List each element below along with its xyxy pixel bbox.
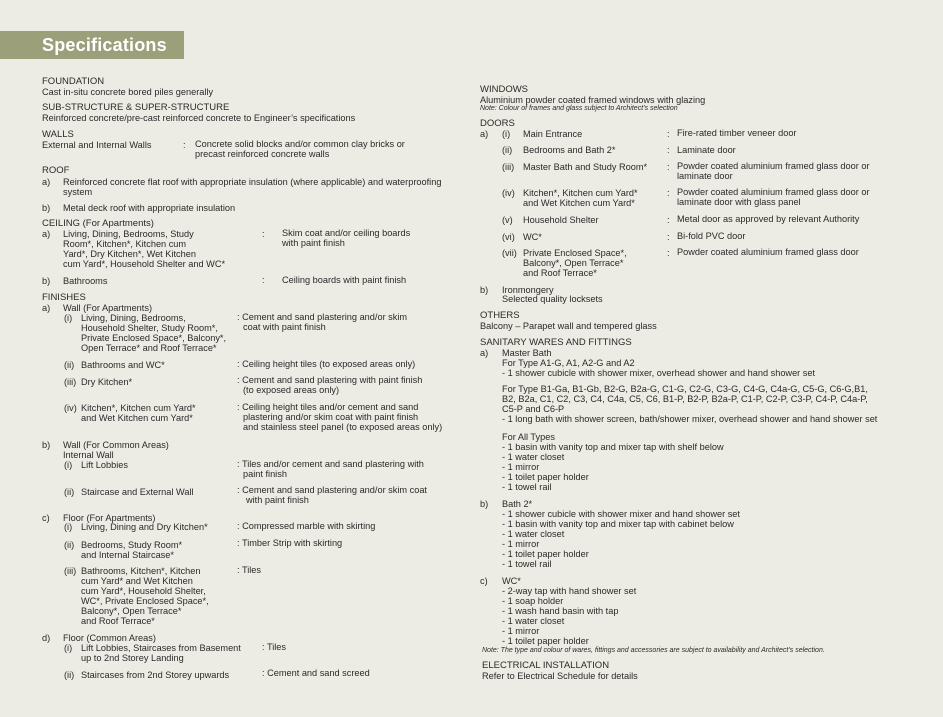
sanitary-type-2-line-1: For Type B1-Ga, B1-Gb, B2-G, B2a-G, C1-G, C2-G, C3-G, C4-G, C4a-G, C5-G, C6-G,B1,	[502, 384, 868, 394]
foundation-heading: FOUNDATION	[42, 76, 105, 87]
door-value: Fire-rated timber veneer door	[677, 128, 797, 138]
door-value: Bi-fold PVC door	[677, 231, 746, 241]
finishes-i-line-2: Household Shelter, Study Room*,	[81, 323, 218, 333]
finishes-iii-value-1: : Cement and sand plastering with paint finish	[237, 375, 423, 385]
list-item: - 1 toilet paper holder	[502, 472, 589, 482]
page-title: Specifications	[42, 35, 167, 55]
finishes-iv-value-3: and stainless steel panel (to exposed areas only)	[243, 422, 443, 432]
roof-b-mark: b)	[42, 203, 51, 213]
door-mark: (iv)	[502, 188, 515, 198]
sanitary-a-mark: a)	[480, 348, 489, 358]
finishes-bii-value-1: : Cement and sand plastering and/or skim coat	[237, 485, 427, 495]
finishes-cii-value: : Timber Strip with skirting	[237, 538, 343, 548]
door-value: Powder coated aluminium framed glass door or	[677, 161, 870, 171]
door-label: Main Entrance	[523, 129, 583, 139]
sanitary-a-title: Master Bath	[502, 348, 552, 358]
ceiling-a-line-4: cum Yard*, Household Shelter and WC*	[63, 259, 226, 269]
door-label: Master Bath and Study Room*	[523, 162, 648, 172]
roof-heading: ROOF	[42, 165, 70, 176]
list-item: - 1 basin with vanity top and mixer tap with cabinet below	[502, 519, 734, 529]
electrical-text: Refer to Electrical Schedule for details	[482, 671, 638, 681]
door-mark: (i)	[502, 129, 511, 139]
finishes-cii-mark: (ii)	[64, 540, 75, 550]
finishes-di-mark: (i)	[64, 643, 73, 653]
finishes-di-line-1: Lift Lobbies, Staircases from Basement	[81, 643, 241, 653]
sanitary-c-title: WC*	[502, 576, 521, 586]
finishes-ci-value: : Compressed marble with skirting	[237, 521, 376, 531]
finishes-ciii-value: : Tiles	[237, 565, 261, 575]
door-label-2: and Wet Kitchen cum Yard*	[523, 198, 635, 208]
finishes-heading: FINISHES	[42, 292, 86, 303]
ceiling-a-line-2: Room*, Kitchen*, Kitchen cum	[63, 239, 187, 249]
finishes-bi-value-1: : Tiles and/or cement and sand plastering with	[237, 459, 424, 469]
door-value-2: laminate door	[677, 171, 733, 181]
doors-b-mark: b)	[480, 285, 489, 295]
finishes-di-value: : Tiles	[262, 642, 286, 652]
roof-a-mark: a)	[42, 177, 51, 187]
door-value-2: laminate door with glass panel	[677, 197, 801, 207]
door-value: Laminate door	[677, 145, 736, 155]
finishes-b-mark: b)	[42, 440, 51, 450]
door-mark: (v)	[502, 215, 513, 225]
finishes-ciii-line-4: WC*, Private Enclosed Space*,	[81, 596, 209, 606]
finishes-i-line-4: Open Terrace* and Roof Terrace*	[81, 343, 217, 353]
ceiling-b-colon: :	[262, 275, 265, 285]
sanitary-type-2-line-3: C5-P and C6-P	[502, 404, 565, 414]
finishes-iii-mark: (iii)	[64, 377, 77, 387]
finishes-iv-line-2: and Wet Kitchen cum Yard*	[81, 413, 193, 423]
door-colon: :	[667, 232, 670, 242]
sanitary-b-mark: b)	[480, 499, 489, 509]
door-mark: (vi)	[502, 232, 515, 242]
substructure-heading: SUB-STRUCTURE & SUPER-STRUCTURE	[42, 102, 230, 113]
finishes-ii-mark: (ii)	[64, 360, 75, 370]
door-colon: :	[667, 145, 670, 155]
sanitary-type-3: For All Types	[502, 432, 555, 442]
finishes-bii-label: Staircase and External Wall	[81, 487, 194, 497]
walls-label: External and Internal Walls	[42, 140, 152, 150]
walls-heading: WALLS	[42, 129, 74, 140]
list-item: - 1 basin with vanity top and mixer tap with shelf below	[502, 442, 724, 452]
door-label: Private Enclosed Space*,	[523, 248, 627, 258]
finishes-iv-value-1: : Ceiling height tiles and/or cement and sand	[237, 402, 419, 412]
others-heading: OTHERS	[480, 310, 520, 321]
sanitary-b-title: Bath 2*	[502, 499, 533, 509]
ceiling-a-value-2: with paint finish	[282, 238, 345, 248]
doors-heading: DOORS	[480, 118, 515, 129]
doors-a-mark: a)	[480, 129, 489, 139]
finishes-iv-line-1: Kitchen*, Kitchen cum Yard*	[81, 403, 196, 413]
door-colon: :	[667, 188, 670, 198]
door-mark: (ii)	[502, 145, 513, 155]
finishes-ci-mark: (i)	[64, 522, 73, 532]
finishes-a-mark: a)	[42, 303, 51, 313]
list-item: - 1 mirror	[502, 539, 540, 549]
finishes-b-subtitle: Internal Wall	[63, 450, 114, 460]
door-mark: (vii)	[502, 248, 517, 258]
finishes-i-line-1: Living, Dining, Bedrooms,	[81, 313, 186, 323]
finishes-c-mark: c)	[42, 513, 50, 523]
finishes-di-line-2: up to 2nd Storey Landing	[81, 653, 184, 663]
windows-text: Aluminium powder coated framed windows with glazing	[480, 95, 706, 105]
sanitary-heading: SANITARY WARES AND FITTINGS	[480, 337, 632, 348]
finishes-i-line-3: Private Enclosed Space*, Balcony*,	[81, 333, 227, 343]
door-colon: :	[667, 215, 670, 225]
walls-value-2: precast reinforced concrete walls	[195, 149, 330, 159]
finishes-bi-mark: (i)	[64, 460, 73, 470]
finishes-cii-line-2: and Internal Staircase*	[81, 550, 174, 560]
finishes-dii-label: Staircases from 2nd Storey upwards	[81, 670, 230, 680]
roof-a-line-2: system	[63, 187, 93, 197]
finishes-a-title: Wall (For Apartments)	[63, 303, 152, 313]
finishes-bii-value-2: with paint finish	[246, 495, 309, 505]
list-item: - 1 soap holder	[502, 596, 564, 606]
door-label: Kitchen*, Kitchen cum Yard*	[523, 188, 638, 198]
doors-b-text: Selected quality locksets	[502, 294, 603, 304]
list-item: - 2-way tap with hand shower set	[502, 586, 637, 596]
list-item: - 1 mirror	[502, 626, 540, 636]
door-label-3: and Roof Terrace*	[523, 268, 597, 278]
door-value: Powder coated aluminium framed glass door	[677, 247, 859, 257]
ceiling-a-mark: a)	[42, 229, 51, 239]
sanitary-type-2-line-2: B2, B2a, C1, C2, C3, C4, C4a, C5, C6, B1-P, B2-P, B2a-P, C1-P, C2-P, C3-P, C4-P, C4a-P,	[502, 394, 868, 404]
finishes-b-title: Wall (For Common Areas)	[63, 440, 169, 450]
list-item: - 1 toilet paper holder	[502, 636, 589, 646]
finishes-bii-mark: (ii)	[64, 487, 75, 497]
sanitary-type-2-item: - 1 long bath with shower screen, bath/shower mixer, overhead shower and hand shower set	[502, 414, 878, 424]
finishes-ii-value: : Ceiling height tiles (to exposed areas only)	[237, 359, 416, 369]
door-colon: :	[667, 248, 670, 258]
ceiling-a-line-1: Living, Dining, Bedrooms, Study	[63, 229, 194, 239]
list-item: - 1 wash hand basin with tap	[502, 606, 619, 616]
finishes-ciii-line-5: Balcony*, Open Terrace*	[81, 606, 182, 616]
electrical-heading: ELECTRICAL INSTALLATION	[482, 660, 610, 671]
finishes-bi-value-2: paint finish	[243, 469, 287, 479]
finishes-dii-mark: (ii)	[64, 670, 75, 680]
sanitary-note: Note: The type and colour of wares, fittings and accessories are subject to availability and Architect’s selection.	[482, 647, 825, 654]
finishes-iv-value-2: plastering and/or skim coat with paint finish	[243, 412, 419, 422]
door-label-2: Balcony*, Open Terrace*	[523, 258, 624, 268]
sanitary-type-1-item: - 1 shower cubicle with shower mixer, overhead shower and hand shower set	[502, 368, 816, 378]
door-label: Bedrooms and Bath 2*	[523, 145, 616, 155]
walls-colon: :	[183, 140, 186, 150]
finishes-iii-label: Dry Kitchen*	[81, 377, 133, 387]
windows-note: Note: Colour of frames and glass subject to Architect’s selection	[480, 105, 678, 112]
finishes-iii-value-2: (to exposed areas only)	[243, 385, 340, 395]
finishes-c-title: Floor (For Apartments)	[63, 513, 156, 523]
door-mark: (iii)	[502, 162, 515, 172]
list-item: - 1 toilet paper holder	[502, 549, 589, 559]
foundation-text: Cast in-situ concrete bored piles generally	[42, 87, 214, 97]
ceiling-b-mark: b)	[42, 276, 51, 286]
sanitary-type-1: For Type A1-G, A1, A2-G and A2	[502, 358, 635, 368]
finishes-dii-value: : Cement and sand screed	[262, 668, 370, 678]
door-value: Metal door as approved by relevant Authority	[677, 214, 860, 224]
ceiling-a-value-1: Skim coat and/or ceiling boards	[282, 228, 411, 238]
ceiling-a-colon: :	[262, 229, 265, 239]
walls-value-1: Concrete solid blocks and/or common clay bricks or	[195, 139, 405, 149]
list-item: - 1 shower cubicle with shower mixer and hand shower set	[502, 509, 740, 519]
ceiling-heading: CEILING (For Apartments)	[42, 218, 154, 229]
finishes-ciii-line-2: cum Yard* and Wet Kitchen	[81, 576, 193, 586]
door-colon: :	[667, 129, 670, 139]
finishes-cii-line-1: Bedrooms, Study Room*	[81, 540, 183, 550]
finishes-d-mark: d)	[42, 633, 51, 643]
roof-b-text: Metal deck roof with appropriate insulation	[63, 203, 236, 213]
specifications-banner	[0, 31, 184, 59]
finishes-ciii-line-6: and Roof Terrace*	[81, 616, 155, 626]
roof-a-line-1: Reinforced concrete flat roof with appropriate insulation (where applicable) and waterproofing	[63, 177, 442, 187]
ceiling-b-label: Bathrooms	[63, 276, 108, 286]
finishes-ii-label: Bathrooms and WC*	[81, 360, 165, 370]
finishes-bi-label: Lift Lobbies	[81, 460, 128, 470]
windows-heading: WINDOWS	[480, 84, 529, 95]
doors-b-title: Ironmongery	[502, 285, 554, 295]
ceiling-b-value: Ceiling boards with paint finish	[282, 275, 407, 285]
finishes-i-value-1: : Cement and sand plastering and/or skim	[237, 312, 408, 322]
finishes-ciii-line-1: Bathrooms, Kitchen*, Kitchen	[81, 566, 201, 576]
list-item: - 1 towel rail	[502, 482, 552, 492]
door-label: Household Shelter	[523, 215, 599, 225]
finishes-iv-mark: (iv)	[64, 403, 77, 413]
sanitary-c-mark: c)	[480, 576, 488, 586]
others-text: Balcony – Parapet wall and tempered glass	[480, 321, 657, 331]
list-item: - 1 water closet	[502, 529, 565, 539]
list-item: - 1 water closet	[502, 452, 565, 462]
list-item: - 1 mirror	[502, 462, 540, 472]
finishes-i-value-2: coat with paint finish	[243, 322, 326, 332]
finishes-ciii-mark: (iii)	[64, 566, 77, 576]
finishes-d-title: Floor (Common Areas)	[63, 633, 156, 643]
substructure-text: Reinforced concrete/pre-cast reinforced concrete to Engineer’s specifications	[42, 113, 356, 123]
finishes-ci-label: Living, Dining and Dry Kitchen*	[81, 522, 208, 532]
door-colon: :	[667, 162, 670, 172]
ceiling-a-line-3: Yard*, Dry Kitchen*, Wet Kitchen	[63, 249, 196, 259]
finishes-ciii-line-3: cum Yard*, Household Shelter,	[81, 586, 206, 596]
list-item: - 1 water closet	[502, 616, 565, 626]
door-label: WC*	[523, 232, 542, 242]
door-value: Powder coated aluminium framed glass door or	[677, 187, 870, 197]
finishes-i-mark: (i)	[64, 313, 73, 323]
list-item: - 1 towel rail	[502, 559, 552, 569]
